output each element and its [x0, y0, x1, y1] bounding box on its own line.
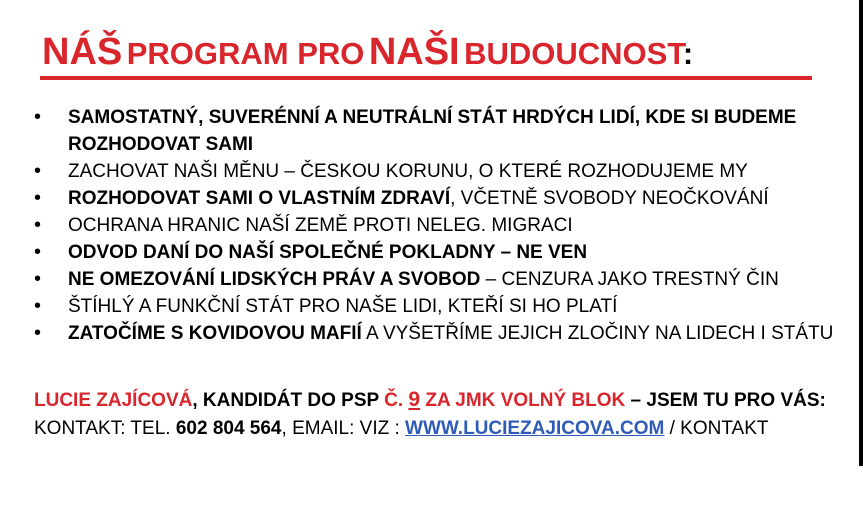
- candidate-role: , KANDIDÁT DO PSP: [192, 390, 385, 411]
- title-part-3: NAŠI: [368, 31, 460, 73]
- program-item-text: A VYŠETŘÍME JEJICH ZLOČINY NA LIDECH I STÁTU: [361, 323, 834, 344]
- bullet-icon: •: [34, 187, 42, 209]
- slide-title: [42, 30, 822, 82]
- title-part-4: BUDOUCNOST: [464, 36, 683, 71]
- bullet-icon: •: [34, 241, 42, 263]
- contact-line: [34, 415, 826, 443]
- website-link[interactable]: WWW.LUCIEZAJICOVA.COM: [405, 418, 665, 439]
- bullet-icon: •: [34, 268, 42, 290]
- program-item: [34, 293, 834, 320]
- bullet-icon: •: [34, 106, 42, 128]
- program-list: [34, 104, 834, 347]
- candidate-name: LUCIE ZAJÍCOVÁ: [34, 390, 193, 411]
- program-item: [34, 266, 834, 293]
- contact-label: KONTAKT: TEL.: [34, 418, 176, 439]
- program-item: [34, 158, 834, 185]
- bullet-icon: •: [34, 322, 42, 344]
- slide-right-edge: [859, 0, 863, 466]
- candidate-footer: [34, 386, 826, 443]
- title-part-2: PROGRAM PRO: [126, 36, 365, 71]
- candidate-slogan: – JSEM TU PRO VÁS:: [625, 390, 826, 411]
- program-item: [34, 185, 834, 212]
- contact-suffix: / KONTAKT: [664, 418, 769, 439]
- program-item: [34, 104, 834, 158]
- program-item: [34, 239, 834, 266]
- title-colon: :: [682, 36, 694, 71]
- bullet-icon: •: [34, 214, 42, 236]
- candidate-number-prefix: Č.: [384, 390, 409, 411]
- program-item-bold: ODVOD DANÍ DO NAŠÍ SPOLEČNÉ POKLADNY – NE VEN: [68, 242, 588, 263]
- candidate-party: ZA JMK VOLNÝ BLOK: [420, 390, 626, 411]
- contact-phone: 602 804 564: [175, 418, 282, 439]
- program-item-bold: ROZHODOVAT SAMI O VLASTNÍM ZDRAVÍ: [68, 188, 451, 209]
- program-item-bold: NE OMEZOVÁNÍ LIDSKÝCH PRÁV A SVOBOD: [68, 269, 481, 290]
- program-item-bold: ZATOČÍME S KOVIDOVOU MAFIÍ: [68, 323, 362, 344]
- email-label: , EMAIL: VIZ :: [281, 418, 406, 439]
- program-item-text: – CENZURA JAKO TRESTNÝ ČIN: [480, 269, 779, 290]
- program-item-text: ZACHOVAT NAŠI MĚNU – ČESKOU KORUNU, O KTERÉ ROZHODUJEME MY: [68, 161, 748, 182]
- bullet-icon: •: [34, 295, 42, 317]
- candidate-line: [34, 386, 826, 415]
- program-item-text: ŠTÍHLÝ A FUNKČNÍ STÁT PRO NAŠE LIDI, KTEŘÍ SI HO PLATÍ: [68, 296, 618, 317]
- bullet-icon: •: [34, 160, 42, 182]
- title-part-1: NÁŠ: [42, 31, 123, 73]
- program-item-text: OCHRANA HRANIC NAŠÍ ZEMĚ PROTI NELEG. MIGRACI: [68, 215, 573, 236]
- candidate-number: 9: [408, 388, 421, 411]
- program-item: [34, 212, 834, 239]
- program-item: [34, 320, 834, 347]
- program-item-text: , VČETNĚ SVOBODY NEOČKOVÁNÍ: [450, 188, 769, 209]
- title-underline: [40, 76, 812, 80]
- program-item-bold: SAMOSTATNÝ, SUVERÉNNÍ A NEUTRÁLNÍ STÁT HRDÝCH LIDÍ, KDE SI BUDEME ROZHODOVAT SAMI: [68, 107, 797, 155]
